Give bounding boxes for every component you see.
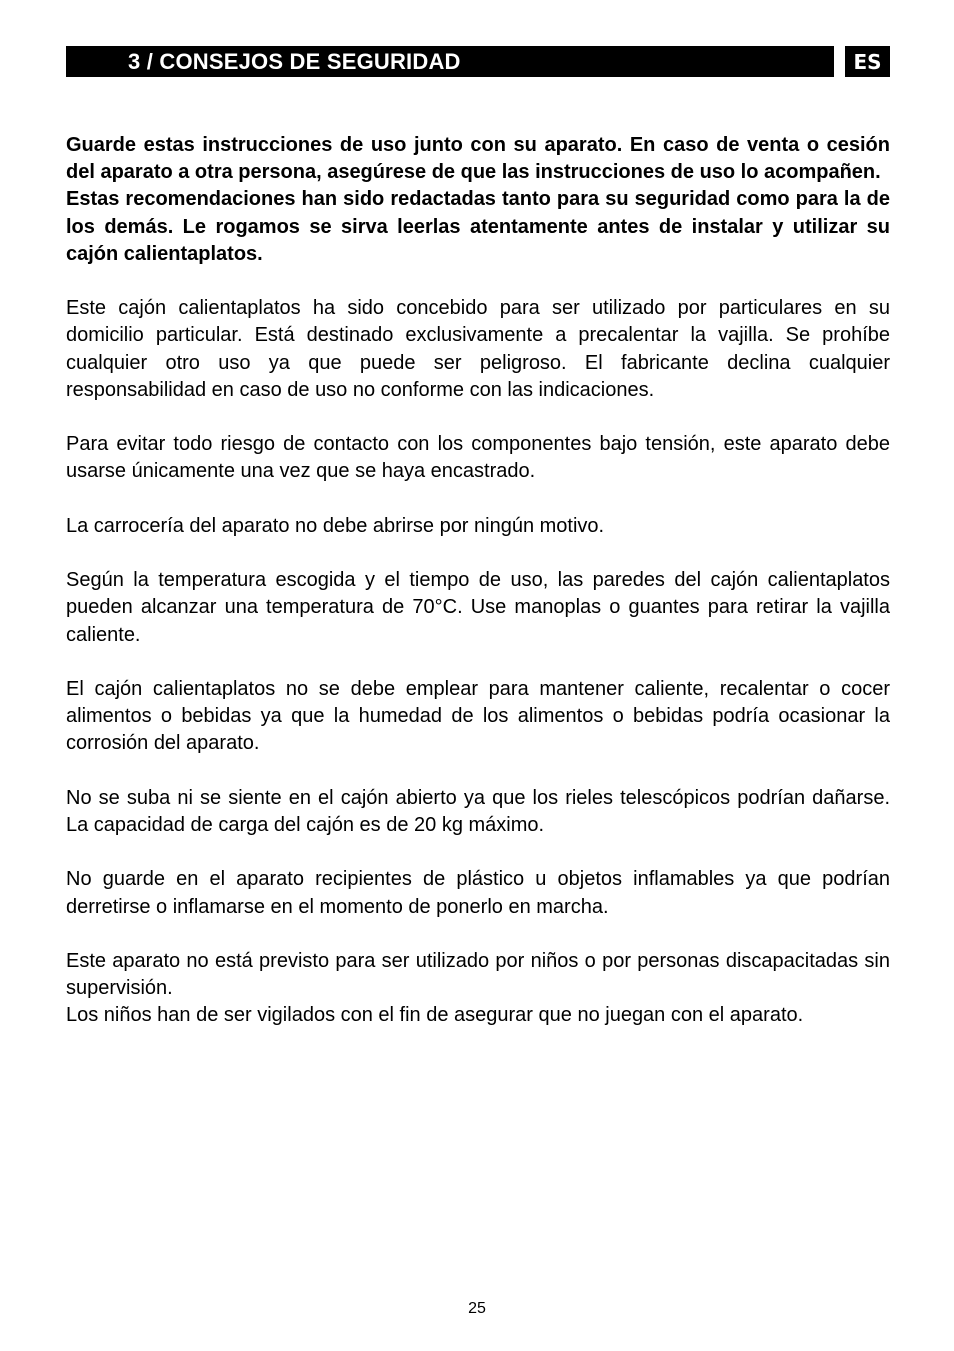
paragraph-temperature: Según la temperatura escogida y el tiempo de uso, las paredes del cajón calientaplatos pueden alcanzar una temperatura de 70°C. Use manoplas o guantes para retirar la vajilla caliente. <box>66 569 890 646</box>
language-badge: ES <box>845 46 890 77</box>
intro-paragraph-1: Guarde estas instrucciones de uso junto con su aparato. En caso de venta o cesión del aparato a otra persona, asegúrese de que las instrucciones de uso lo acompañen. <box>66 134 890 184</box>
paragraph-housing: La carrocería del aparato no debe abrirse por ningún motivo. <box>66 514 605 537</box>
paragraph-food-warning: El cajón calientaplatos no se debe emplear para mantener caliente, recalentar o cocer alimentos o bebidas ya que la humedad de los alimentos o bebidas podría ocasionar la corrosión del aparato. <box>66 677 890 755</box>
page-number: 25 <box>468 1300 486 1317</box>
section-title: 3 / CONSEJOS DE SEGURIDAD <box>128 49 461 74</box>
paragraph-intended-use: Este cajón calientaplatos ha sido concebido para ser utilizado por particulares en su domicilio particular. Está destinado exclusivamente a precalentar la vajilla. Se prohíbe cualquier otro uso ya que puede ser peligroso. El fabricante declina cualquier responsabilidad en caso de uso no conforme con las indicaciones. <box>66 297 890 401</box>
section-header-bar <box>66 46 834 77</box>
paragraph-flammables: No guarde en el aparato recipientes de plástico u objetos inflamables ya que podrían derretirse o inflamarse en el momento de ponerlo en marcha. <box>66 868 890 918</box>
paragraph-load-capacity: No se suba ni se siente en el cajón abierto ya que los rieles telescópicos podrían dañarse. La capacidad de carga del cajón es de 20 kg máximo. <box>66 786 890 836</box>
paragraph-supervision: Este aparato no está previsto para ser utilizado por niños o por personas discapacitadas sin supervisión. <box>66 949 890 1000</box>
paragraph-electrical-risk: Para evitar todo riesgo de contacto con los componentes bajo tensión, este aparato debe usarse únicamente una vez que se haya encastrado. <box>66 433 890 483</box>
safety-instructions-body <box>66 132 890 1030</box>
paragraph-children: Los niños han de ser vigilados con el fin de asegurar que no juegan con el aparato. <box>66 1004 804 1027</box>
intro-paragraph-2: Estas recomendaciones han sido redactadas tanto para su seguridad como para la de los demás. Le rogamos se sirva leerlas atentamente antes de instalar y utilizar su cajón calientaplatos. <box>66 188 890 265</box>
